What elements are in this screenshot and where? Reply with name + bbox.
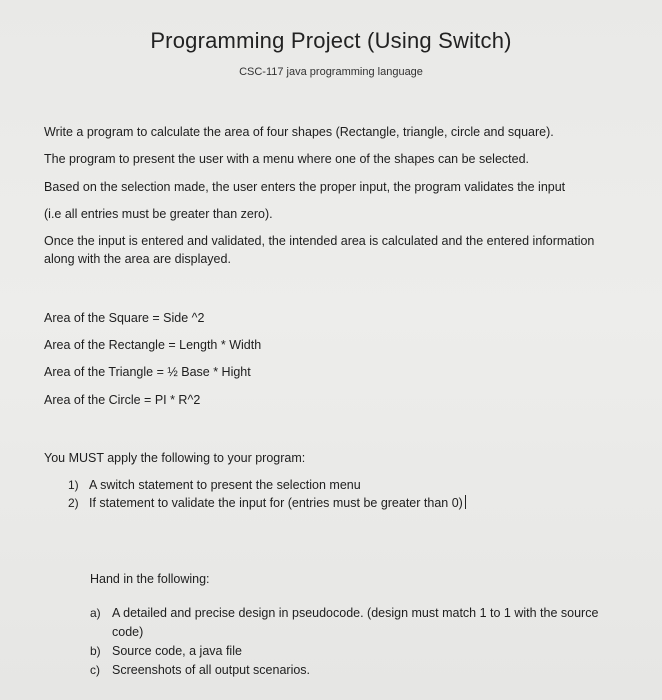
intro-line: The program to present the user with a menu where one of the shapes can be selected. (44, 152, 530, 166)
must-item-text: A switch statement to present the selection menu (89, 478, 361, 492)
handin-item-text: Screenshots of all output scenarios. (112, 663, 311, 677)
formula-rectangle: Area of the Rectangle = Length * Width (44, 338, 262, 352)
text-cursor (465, 495, 466, 509)
formula-square: Area of the Square = Side ^2 (44, 311, 205, 325)
handin-item-letter: b) (90, 644, 101, 658)
document-title: Programming Project (Using Switch) (150, 28, 512, 53)
intro-line: (i.e all entries must be greater than zero). (44, 207, 273, 221)
handin-item-letter: a) (90, 606, 101, 620)
handin-item-text: Source code, a java file (112, 644, 242, 658)
must-item-number: 2) (68, 496, 79, 510)
must-item-number: 1) (68, 478, 79, 492)
must-item-text: If statement to validate the input for (entries must be greater than 0) (89, 495, 466, 511)
intro-line: Based on the selection made, the user enters the proper input, the program validates the input (44, 180, 566, 194)
handin-item-letter: c) (90, 663, 100, 677)
intro-line: Once the input is entered and validated, the intended area is calculated and the entered information (44, 234, 595, 248)
handin-item-text: code) (112, 625, 144, 639)
must-heading: You MUST apply the following to your program: (44, 451, 306, 465)
intro-line: Write a program to calculate the area of four shapes (Rectangle, triangle, circle and square). (44, 125, 554, 139)
handin-item-text: A detailed and precise design in pseudocode. (design must match 1 to 1 with the source (112, 606, 599, 620)
intro-line: along with the area are displayed. (44, 252, 231, 266)
formula-circle: Area of the Circle = PI * R^2 (44, 393, 201, 407)
formula-triangle: Area of the Triangle = ½ Base * Hight (44, 365, 251, 379)
document-subtitle: CSC-117 java programming language (239, 66, 423, 78)
handin-heading: Hand in the following: (90, 572, 210, 586)
